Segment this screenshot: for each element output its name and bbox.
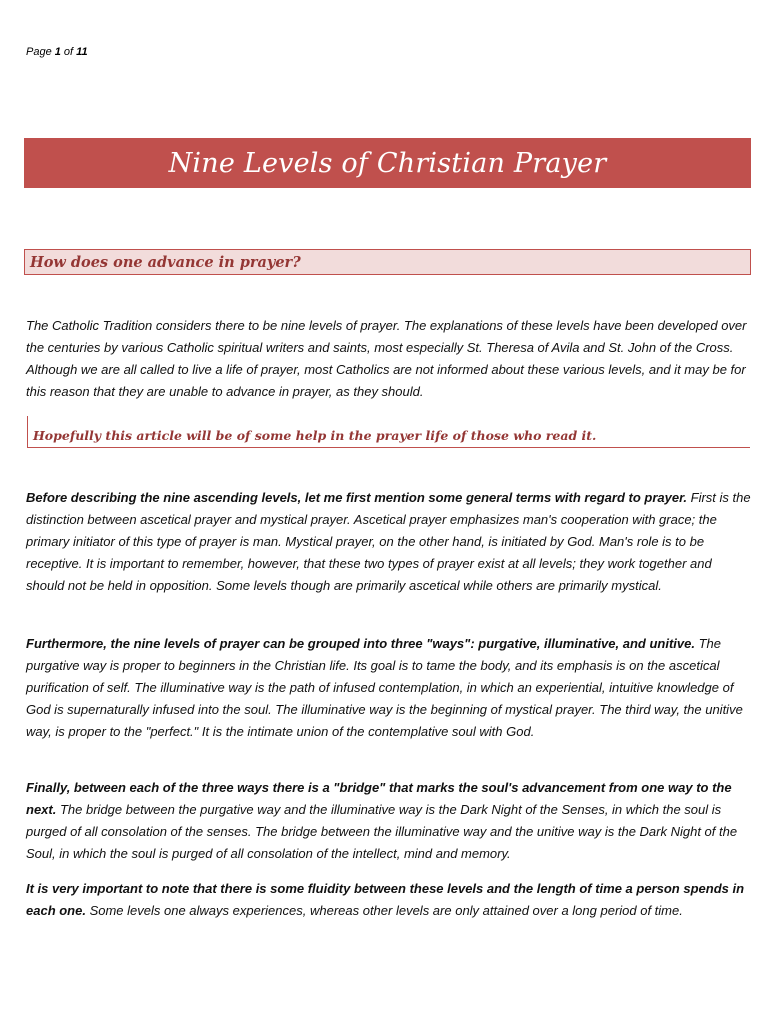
page-total: 11 [76, 46, 88, 58]
paragraph-text: The purgative way is proper to beginners in the Christian life. Its goal is to tame the body, and its emphasis is on the ascetical purification of self. The illuminative way is the path of infused contemplation, in which an experiential, intuitive knowledge of God is supernaturally infused into the soul. The illuminative way is the beginning of mystical prayer. The third way, the unitive way, is proper to the "perfect." It is the intimate union of the contemplative soul with God. [26, 636, 743, 739]
section-heading-box [24, 249, 751, 275]
intense-quote-box [27, 416, 750, 448]
body-paragraph [26, 777, 752, 865]
paragraph-text: First is the distinction between ascetical prayer and mystical prayer. Ascetical prayer emphasizes man's cooperation with grace; the primary initiator of this type of prayer is man. Mystical prayer, on the other hand, is initiated by God. Man's role is to be receptive. It is important to remember, however, that these two types of prayer exist at all levels; they work together and should not be held in opposition. Some levels though are primarily ascetical while others are primarily mystical. [26, 490, 751, 593]
paragraph-lead: Finally, between each of the three ways there is a "bridge" that marks the soul's advancement from one way to the next. [26, 780, 732, 817]
paragraph-text: The bridge between the purgative way and the illuminative way is the Dark Night of the Senses, in which the soul is purged of all consolation of the senses. The bridge between the illuminative way and the unitive way is the Dark Night of the Soul, in which the soul is purged of all consolation of the intellect, mind and memory. [26, 802, 738, 861]
document-title: Nine Levels of Christian Prayer [168, 147, 607, 179]
paragraph-text: Some levels one always experiences, whereas other levels are only attained over a long period of time. [85, 903, 683, 918]
body-paragraph [26, 487, 752, 597]
page-current: 1 [54, 46, 61, 58]
body-paragraph [26, 878, 752, 922]
intense-quote: Hopefully this article will be of some help in the prayer life of those who read it. [33, 428, 597, 443]
paragraph-lead: It is very important to note that there is some fluidity between these levels and the length of time a person spends in each one. [26, 881, 745, 918]
page-number [26, 46, 88, 58]
section-heading: How does one advance in prayer? [30, 253, 301, 271]
body-paragraph [26, 633, 752, 743]
paragraph-lead: Before describing the nine ascending levels, let me first mention some general terms with regard to prayer. [26, 490, 688, 505]
title-banner [24, 138, 751, 188]
paragraph-lead: Furthermore, the nine levels of prayer can be grouped into three "ways": purgative, illuminative, and unitive. [26, 636, 695, 651]
intro-paragraph: The Catholic Tradition considers there to be nine levels of prayer. The explanations of these levels have been developed over the centuries by various Catholic spiritual writers and saints, most especially St. Theresa of Avila and St. John of the Cross. Although we are all called to live a life of prayer, most Catholics are not informed about these various levels, and it may be for this reason that they are unable to advance in prayer, as they should. [26, 318, 747, 399]
page-label: Page [26, 46, 55, 58]
page-of: of [60, 46, 77, 58]
